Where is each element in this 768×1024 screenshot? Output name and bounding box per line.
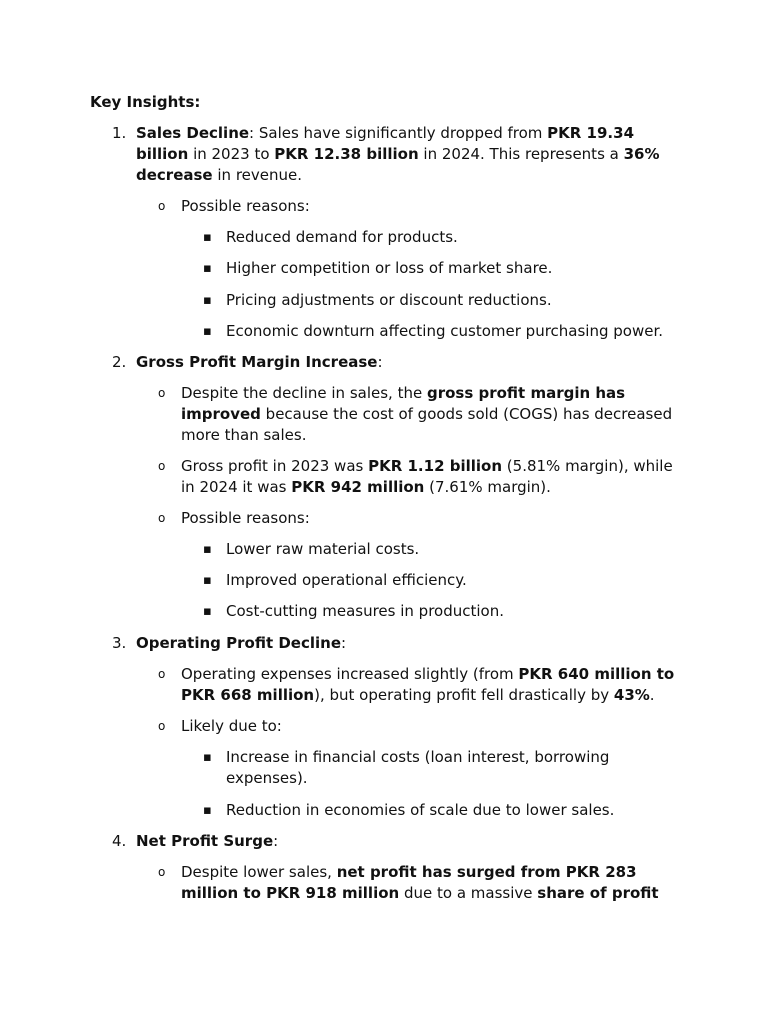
sub-item-text: Possible reasons: (181, 509, 310, 527)
list-number: 3. (112, 634, 127, 652)
sub-item-text (181, 664, 681, 706)
list-number: 1. (112, 124, 127, 142)
bullet-point-text: Reduced demand for products. (226, 228, 458, 246)
item-title: Net Profit Surge (136, 832, 274, 850)
list-item-text (136, 831, 676, 852)
square-bullet-icon: ▪ (203, 324, 212, 339)
text-run: due to a massive (399, 884, 538, 902)
text-run: in revenue. (212, 166, 303, 184)
item-title: Operating Profit Decline (136, 634, 341, 652)
text-run: Despite the decline in sales, the (181, 384, 427, 402)
text-run: : (377, 353, 383, 371)
sub-item-text (181, 456, 681, 498)
square-bullet-icon: ▪ (203, 293, 212, 308)
bold-run: net profit has surged from PKR 283 million to PKR 918 million (181, 863, 637, 902)
text-run: : (341, 634, 347, 652)
square-bullet-icon: ▪ (203, 542, 212, 557)
circle-bullet-icon: o (158, 459, 166, 473)
text-run: Operating expenses increased slightly (from (181, 665, 519, 683)
text-run: : Sales have significantly dropped from (249, 124, 548, 142)
square-bullet-icon: ▪ (203, 230, 212, 245)
bullet-point-text: Increase in financial costs (loan interest, borrowing expenses). (226, 748, 610, 787)
list-number: 2. (112, 353, 127, 371)
circle-bullet-icon: o (158, 199, 166, 213)
bullet-point-text: Improved operational efficiency. (226, 571, 467, 589)
bold-run: PKR 640 million to PKR 668 million (181, 665, 675, 704)
sub-item-text: Possible reasons: (181, 197, 310, 215)
square-bullet-icon: ▪ (203, 803, 212, 818)
bold-run: 36% decrease (136, 145, 660, 184)
text-run: (7.61% margin). (424, 478, 551, 496)
list-number: 4. (112, 832, 127, 850)
sub-item-text (181, 383, 681, 446)
circle-bullet-icon: o (158, 511, 166, 525)
circle-bullet-icon: o (158, 865, 166, 879)
circle-bullet-icon: o (158, 667, 166, 681)
bold-run: PKR 942 million (291, 478, 425, 496)
text-run: Gross profit in 2023 was (181, 457, 369, 475)
list-item-text (136, 633, 676, 654)
item-title: Sales Decline (136, 124, 250, 142)
circle-bullet-icon: o (158, 386, 166, 400)
bullet-point-text: Reduction in economies of scale due to lower sales. (226, 801, 615, 819)
item-title: Gross Profit Margin Increase (136, 353, 378, 371)
sub-item-text: Likely due to: (181, 717, 282, 735)
bold-run: PKR 12.38 billion (274, 145, 419, 163)
list-item-text (136, 123, 676, 186)
sub-item-text (181, 862, 681, 904)
text-run: : (273, 832, 279, 850)
circle-bullet-icon: o (158, 719, 166, 733)
square-bullet-icon: ▪ (203, 573, 212, 588)
list-item-text (136, 352, 676, 373)
bullet-point-text: Higher competition or loss of market share. (226, 259, 553, 277)
square-bullet-icon: ▪ (203, 261, 212, 276)
bullet-point-text: Cost-cutting measures in production. (226, 602, 504, 620)
bold-run: PKR 19.34 billion (136, 124, 635, 163)
text-run: . (649, 686, 655, 704)
bullet-point-text: Lower raw material costs. (226, 540, 420, 558)
text-run: Despite lower sales, (181, 863, 337, 881)
text-run: ), but operating profit fell drastically by (314, 686, 614, 704)
text-run: (5.81% margin), while in 2024 it was (181, 457, 673, 496)
square-bullet-icon: ▪ (203, 604, 212, 619)
text-run: in 2024. This represents a (418, 145, 624, 163)
bullet-point-text: Pricing adjustments or discount reductions. (226, 291, 552, 309)
text-run: because the cost of goods sold (COGS) has decreased more than sales. (181, 405, 673, 444)
bullet-point-text: Economic downturn affecting customer purchasing power. (226, 322, 664, 340)
text-run: in 2023 to (188, 145, 275, 163)
bold-run: 43% (613, 686, 650, 704)
page-heading: Key Insights: (90, 93, 201, 111)
bold-run: gross profit margin has improved (181, 384, 626, 423)
bold-run: PKR 1.12 billion (368, 457, 503, 475)
square-bullet-icon: ▪ (203, 750, 212, 765)
bold-run: share of profit (537, 884, 659, 902)
